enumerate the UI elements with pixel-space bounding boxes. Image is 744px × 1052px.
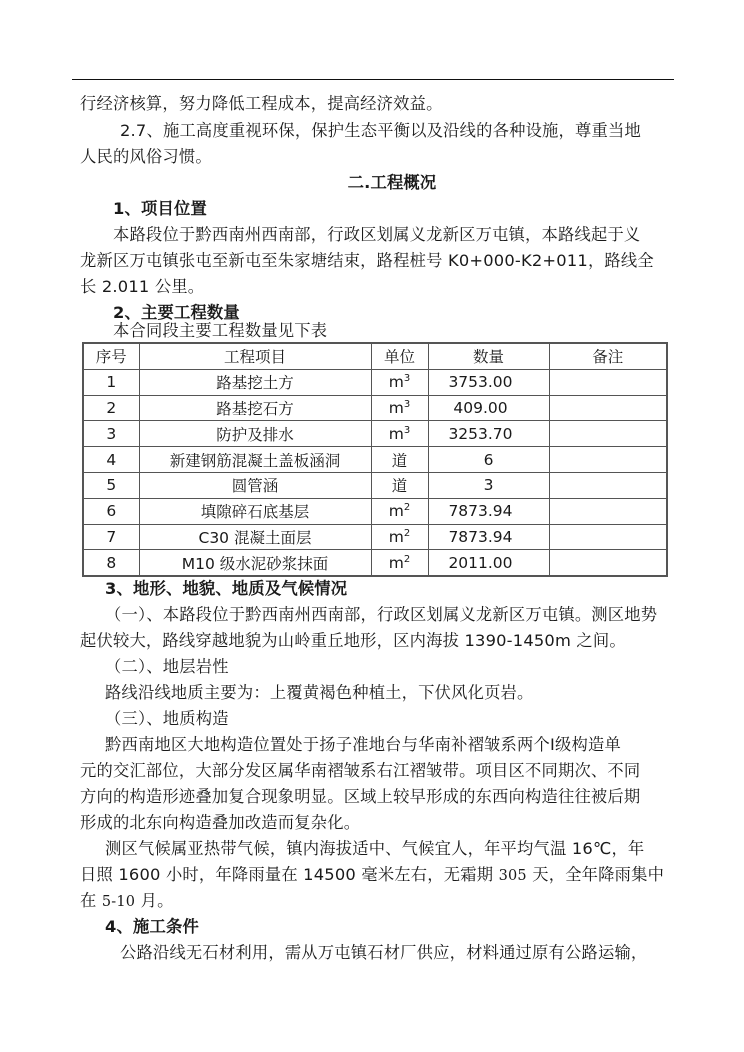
- paragraph-line: 龙新区万屯镇张屯至新屯至朱家塘结束，路程桩号 K0+000-K2+011，路线全: [80, 251, 654, 270]
- section-title: 二.工程概况: [347, 173, 437, 192]
- cell-no: 4: [83, 447, 139, 473]
- table-header-row: [83, 343, 667, 369]
- text-run: 5-10: [101, 894, 136, 910]
- unit-text: 道: [391, 451, 408, 470]
- cell-unit: [371, 369, 428, 395]
- table-intro: 本合同段主要工程数量见下表: [113, 321, 328, 340]
- heading-terrain-geology: 3、地形、地貌、地质及气候情况: [105, 579, 348, 598]
- unit-text: m: [388, 398, 404, 417]
- unit-exponent: 2: [403, 553, 411, 565]
- paragraph-line: 人民的风俗习惯。: [80, 147, 212, 166]
- cell-item: 填隙碎石底基层: [139, 498, 371, 524]
- text-run: 日照 1600 小时，年降雨量在 14500 毫米左右，无霜期: [80, 865, 499, 884]
- cell-item: 圆管涵: [139, 472, 371, 498]
- unit-text: m: [388, 553, 404, 572]
- text-run: 305: [498, 868, 527, 884]
- cell-note: [549, 524, 667, 550]
- cell-note: [549, 550, 667, 576]
- cell-quantity: 7873.94: [428, 524, 549, 550]
- paragraph-line: 方向的构造形迹叠加复合现象明显。区域上较早形成的东西向构造往往被后期: [80, 787, 641, 806]
- table-row: [83, 498, 667, 524]
- paragraph-line: 长 2.011 公里。: [80, 277, 205, 296]
- cell-item: 防护及排水: [139, 421, 371, 447]
- cell-unit: [371, 550, 428, 576]
- paragraph-line: 起伏较大，路线穿越地貌为山岭重丘地形，区内海拔 1390-1450m 之间。: [80, 631, 626, 650]
- paragraph-line: 2.7、施工高度重视环保，保护生态平衡以及沿线的各种设施，尊重当地: [120, 121, 641, 140]
- text-run: 月。: [135, 891, 174, 910]
- cell-item: 新建钢筋混凝土盖板涵洞: [139, 447, 371, 473]
- cell-item: 路基挖石方: [139, 395, 371, 421]
- paragraph-line: 元的交汇部位，大部分发区属华南褶皱系右江褶皱带。项目区不同期次、不同: [80, 761, 641, 780]
- cell-quantity: 2011.00: [428, 550, 549, 576]
- unit-text: m: [388, 502, 404, 521]
- table-row: [83, 395, 667, 421]
- cell-no: 2: [83, 395, 139, 421]
- header-rule: [72, 79, 674, 80]
- header-quantity: 数量: [428, 343, 549, 369]
- table-row: [83, 421, 667, 447]
- unit-exponent: 2: [403, 527, 411, 539]
- paragraph-line: 公路沿线无石材利用，需从万屯镇石材厂供应，材料通过原有公路运输，: [120, 943, 648, 962]
- cell-no: 7: [83, 524, 139, 550]
- quantities-table: [82, 342, 668, 577]
- paragraph-line: 测区气候属亚热带气候，镇内海拔适中、气候宜人，年平均气温 16℃，年: [105, 839, 645, 858]
- cell-unit: [371, 447, 428, 473]
- table-row: [83, 472, 667, 498]
- paragraph-line: [80, 862, 664, 889]
- cell-no: 8: [83, 550, 139, 576]
- paragraph-line: 黔西南地区大地构造位置处于扬子准地台与华南补褶皱系两个Ⅰ级构造单: [105, 735, 621, 754]
- cell-no: 3: [83, 421, 139, 447]
- subheading-structure: （三）、地质构造: [105, 709, 229, 728]
- cell-note: [549, 395, 667, 421]
- table-row: [83, 524, 667, 550]
- cell-note: [549, 421, 667, 447]
- cell-note: [549, 498, 667, 524]
- cell-unit: [371, 524, 428, 550]
- header-no: 序号: [83, 343, 139, 369]
- unit-text: m: [388, 424, 404, 443]
- cell-no: 5: [83, 472, 139, 498]
- unit-exponent: 2: [403, 502, 411, 514]
- text-run: 天，全年降雨集中: [526, 865, 665, 884]
- heading-project-location: 1、项目位置: [113, 199, 207, 218]
- cell-no: 1: [83, 369, 139, 395]
- cell-item: C30 混凝土面层: [139, 524, 371, 550]
- cell-unit: [371, 472, 428, 498]
- heading-construction-conditions: 4、施工条件: [105, 917, 199, 936]
- cell-quantity: 3753.00: [428, 369, 549, 395]
- cell-quantity: 3: [428, 472, 549, 498]
- cell-note: [549, 447, 667, 473]
- paragraph-line: [80, 888, 174, 915]
- heading-main-quantities: 2、主要工程数量: [113, 303, 240, 322]
- cell-no: 6: [83, 498, 139, 524]
- cell-quantity: 409.00: [428, 395, 549, 421]
- paragraph-line: 本路段位于黔西南州西南部，行政区划属义龙新区万屯镇，本路线起于义: [113, 225, 641, 244]
- subheading-stratum: （二）、地层岩性: [105, 657, 229, 676]
- text-run: 在: [80, 891, 102, 910]
- paragraph-line: （一）、本路段位于黔西南州西南部，行政区划属义龙新区万屯镇。测区地势: [105, 605, 658, 624]
- table-row: [83, 550, 667, 576]
- unit-exponent: 3: [403, 398, 411, 410]
- cell-unit: [371, 395, 428, 421]
- header-note: 备注: [549, 343, 667, 369]
- cell-quantity: 7873.94: [428, 498, 549, 524]
- cell-item: M10 级水泥砂浆抹面: [139, 550, 371, 576]
- unit-text: m: [388, 373, 404, 392]
- cell-note: [549, 472, 667, 498]
- unit-exponent: 3: [403, 424, 411, 436]
- cell-item: 路基挖土方: [139, 369, 371, 395]
- cell-note: [549, 369, 667, 395]
- cell-unit: [371, 498, 428, 524]
- header-item: 工程项目: [139, 343, 371, 369]
- cell-quantity: 3253.70: [428, 421, 549, 447]
- header-unit: 单位: [371, 343, 428, 369]
- paragraph-line: 路线沿线地质主要为：上覆黄褐色种植土，下伏风化页岩。: [105, 683, 534, 702]
- unit-text: 道: [391, 477, 408, 496]
- cell-quantity: 6: [428, 447, 549, 473]
- paragraph-line: 形成的北东向构造叠加改造而复杂化。: [80, 813, 361, 832]
- unit-exponent: 3: [403, 373, 411, 385]
- paragraph-line: 行经济核算，努力降低工程成本，提高经济效益。: [80, 94, 443, 113]
- unit-text: m: [388, 527, 404, 546]
- table-row: [83, 447, 667, 473]
- table-row: [83, 369, 667, 395]
- cell-unit: [371, 421, 428, 447]
